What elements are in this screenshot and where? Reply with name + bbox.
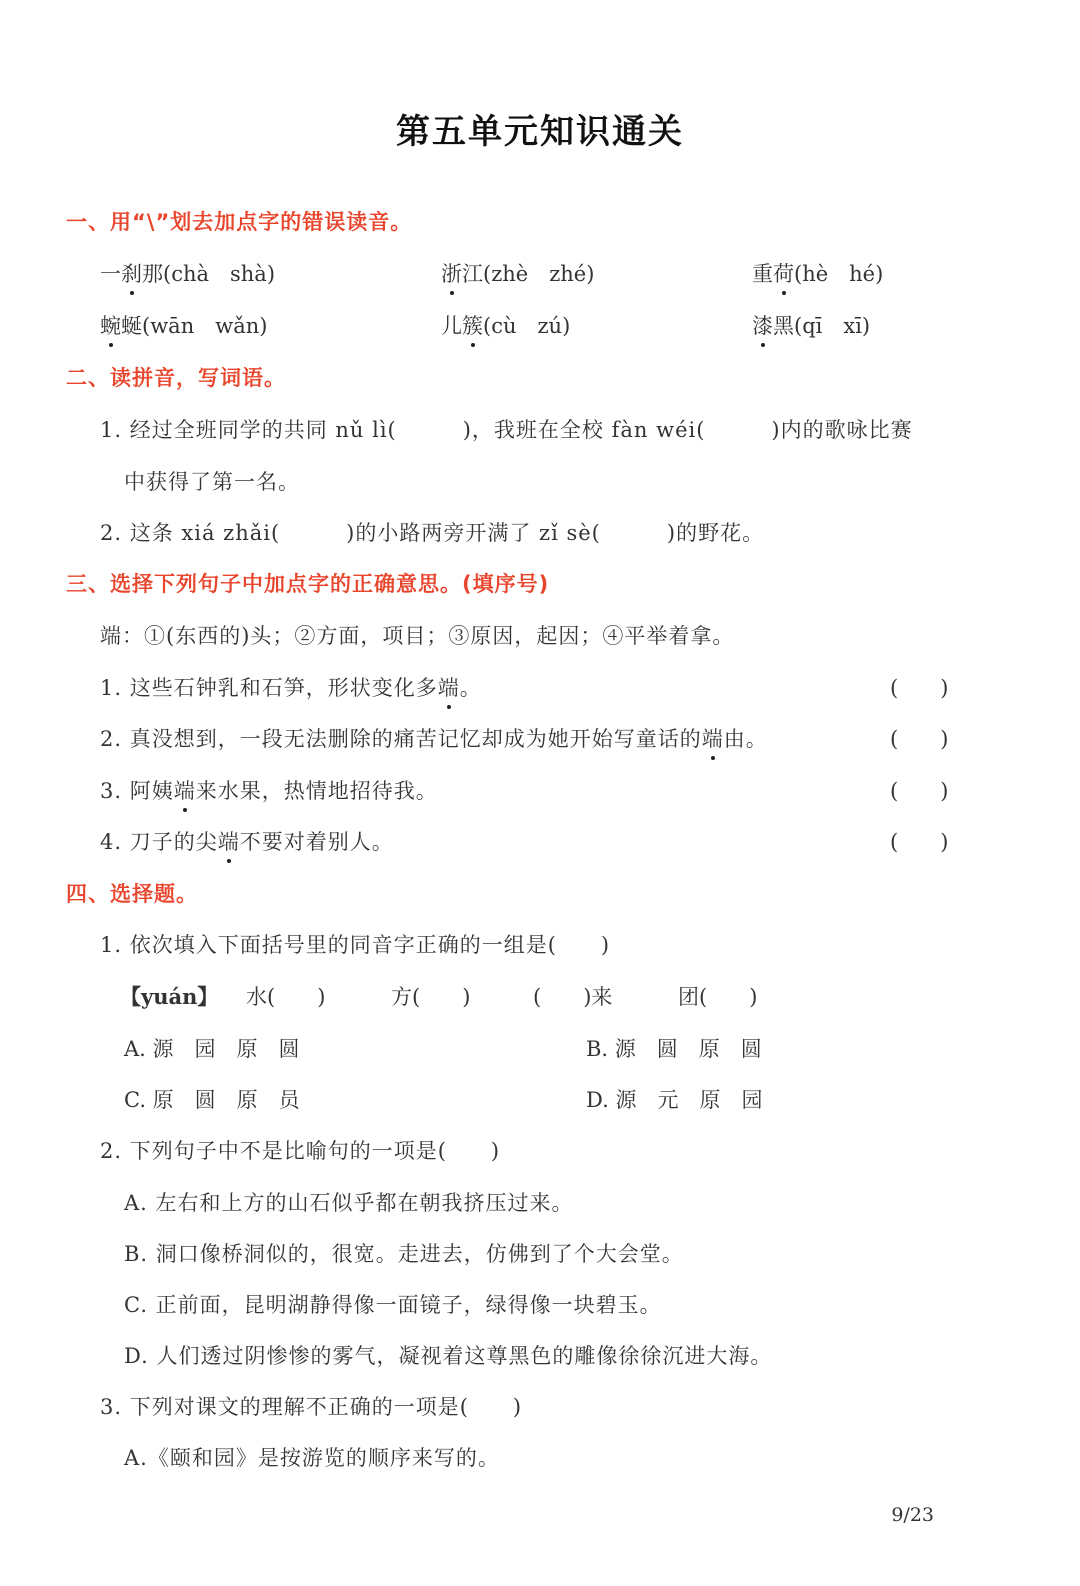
reading-item-3: 重荷(hè hé): [752, 258, 883, 288]
duan-definitions: 端：①(东西的)头；②方面，项目；③原因，起因；④平举着拿。: [100, 624, 735, 648]
answer-blank: ( ): [890, 676, 949, 700]
choice-question-3: 3. 下列对课文的理解不正确的一项是( ): [100, 1395, 523, 1419]
option-a: A. 左右和上方的山石似乎都在朝我挤压过来。: [124, 1191, 574, 1215]
pinyin-question-1-cont: 中获得了第一名。: [124, 470, 300, 494]
page-title: 第五单元知识通关: [396, 112, 684, 152]
dotted-char: 蜿: [100, 310, 121, 340]
meaning-question-2: 2. 真没想到，一段无法删除的痛苦记忆却成为她开始写童话的端由。: [100, 723, 768, 753]
choice-question-1: 1. 依次填入下面括号里的同音字正确的一组是( ): [100, 933, 611, 957]
dotted-char: 端: [438, 672, 460, 702]
option-d: D. 源 元 原 园: [586, 1088, 763, 1112]
option-b: B. 源 圆 原 圆: [586, 1037, 762, 1061]
section-2-heading: 二、读拼音，写词语。: [66, 366, 286, 390]
choice-question-2: 2. 下列句子中不是比喻句的一项是( ): [100, 1139, 501, 1163]
dotted-char: 刹: [121, 258, 142, 288]
pinyin-question-1: 1. 经过全班同学的共同 nǔ lì( )，我班在全校 fàn wéi( )内的歌咏比赛: [100, 418, 913, 442]
homophone-blank-3: ( )来: [533, 985, 613, 1009]
homophone-blank-4: 团( ): [678, 985, 758, 1009]
option-d: D. 人们透过阴惨惨的雾气，凝视着这尊黑色的雕像徐徐沉进大海。: [124, 1344, 773, 1368]
homophone-blank-1: 水( ): [246, 985, 326, 1009]
option-b: B. 洞口像桥洞似的，很宽。走进去，仿佛到了个大会堂。: [124, 1242, 684, 1266]
section-1-heading: 一、用“\”划去加点字的错误读音。: [66, 210, 413, 234]
option-c: C. 正前面，昆明湖静得像一面镜子，绿得像一块碧玉。: [124, 1293, 662, 1317]
reading-item-2: 浙江(zhè zhé): [441, 258, 594, 288]
dotted-char: 端: [702, 723, 724, 753]
option-a: A. 源 园 原 圆: [124, 1037, 300, 1061]
section-3-heading: 三、选择下列句子中加点字的正确意思。(填序号): [66, 572, 550, 596]
dotted-char: 簇: [462, 310, 483, 340]
option-c: C. 原 圆 原 员: [124, 1088, 300, 1112]
page-number: 9/23: [891, 1504, 934, 1526]
section-4-heading: 四、选择题。: [66, 882, 198, 906]
dotted-char: 浙: [441, 258, 462, 288]
homophone-blank-2: 方( ): [391, 985, 471, 1009]
dotted-char: 荷: [773, 258, 794, 288]
meaning-question-4: 4. 刀子的尖端不要对着别人。: [100, 826, 394, 856]
dotted-char: 端: [174, 775, 196, 805]
pinyin-question-2: 2. 这条 xiá zhǎi( )的小路两旁开满了 zǐ sè( )的野花。: [100, 521, 765, 545]
answer-blank: ( ): [890, 727, 949, 751]
option-a: A.《颐和园》是按游览的顺序来写的。: [124, 1446, 500, 1470]
meaning-question-3: 3. 阿姨端来水果，热情地招待我。: [100, 775, 438, 805]
answer-blank: ( ): [890, 830, 949, 854]
answer-blank: ( ): [890, 779, 949, 803]
reading-item-5: 儿簇(cù zú): [441, 310, 570, 340]
reading-item-4: 蜿蜒(wān wǎn): [100, 310, 267, 340]
pinyin-label: 【yuán】: [120, 984, 219, 1009]
dotted-char: 端: [218, 826, 240, 856]
reading-item-1: 一刹那(chà shà): [100, 258, 275, 288]
reading-item-6: 漆黑(qī xī): [752, 310, 870, 340]
meaning-question-1: 1. 这些石钟乳和石笋，形状变化多端。: [100, 672, 482, 702]
dotted-char: 漆: [752, 310, 773, 340]
